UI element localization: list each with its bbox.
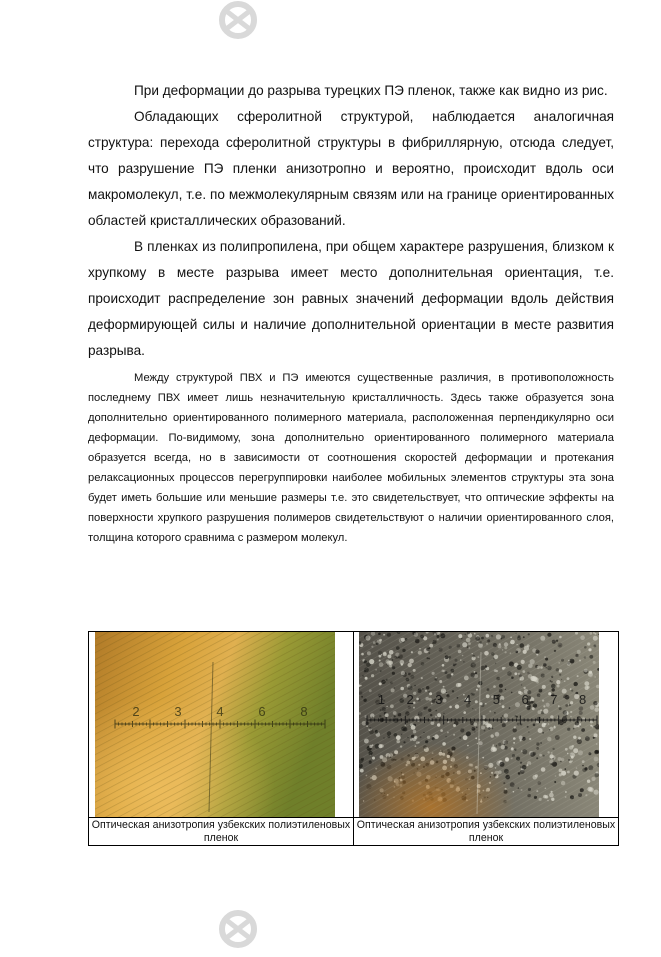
- micrograph-right: [359, 632, 599, 817]
- caption-row-right: [354, 817, 618, 847]
- scale-label: 6: [258, 704, 266, 719]
- body-text: [88, 78, 614, 548]
- caption-row-left: [89, 817, 353, 847]
- scale-label: 2: [406, 692, 414, 707]
- paragraph-2: Обладающих сферолитной структурой, наблюдается аналогичная структура: перехода сферолитной структуры в фибриллярную, отсюда следует, что разрушение ПЭ пленки анизотропно и вероятно, происходит вдоль оси макромолекул, т.е. по межмолекулярным связям или на границе ориентированных областей кристаллических образований.: [88, 109, 614, 228]
- figure-left: [89, 632, 354, 846]
- scale-label: 8: [579, 692, 587, 707]
- figure-caption-left: Оптическая анизотропия узбекских полиэтиленовых пленок: [91, 819, 351, 844]
- scale-label: 5: [492, 692, 500, 707]
- figure-caption-right: Оптическая анизотропия узбекских полиэтиленовых пленок: [356, 819, 616, 844]
- scale-label: 2: [132, 704, 140, 719]
- paragraph-1: При деформации до разрыва турецких ПЭ пленок, также как видно из рис.: [134, 83, 608, 98]
- micrograph-left: [95, 632, 335, 817]
- scale-label: 3: [435, 692, 443, 707]
- watermark-icon: [207, 0, 269, 62]
- watermark-icon: [207, 895, 269, 957]
- scale-label: 1: [377, 692, 385, 707]
- scale-label: 4: [464, 692, 472, 707]
- figure-right: [354, 632, 618, 846]
- scale-label: 7: [550, 692, 558, 707]
- figure-table: [88, 631, 619, 846]
- scale-label: 8: [300, 704, 308, 719]
- paragraph-3: В пленках из полипропилена, при общем характере разрушения, близком к хрупкому в месте разрыва имеет место дополнительная ориентация, т.е. происходит распределение зон равных значений деформации вдоль действия деформирующей силы и наличие дополнительной ориентации в месте развития разрыва.: [88, 239, 614, 358]
- scale-label: 6: [521, 692, 529, 707]
- scale-label: 4: [216, 704, 224, 719]
- paragraph-4: Между структурой ПВХ и ПЭ имеются существенные различия, в противоположность последнему ПВХ имеет лишь незначительную кристалличность. Здесь также образуется зона дополнительно ориентированного полимерного материала, расположенная перпендикулярно оси деформации. По-видимому, зона дополнительно ориентированного полимерного материала образуется всегда, но в зависимости от соотношения скоростей деформации и протекания релаксационных процессов перегруппировки наиболее мобильных элементов структуры эта зона будет иметь большие или меньшие размеры т.е. это свидетельствует, что оптические эффекты на поверхности хрупкого разрушения полимеров свидетельствуют о наличии ориентированного слоя, толщина которого сравнима с размером молекул.: [88, 372, 614, 544]
- scale-label: 3: [174, 704, 182, 719]
